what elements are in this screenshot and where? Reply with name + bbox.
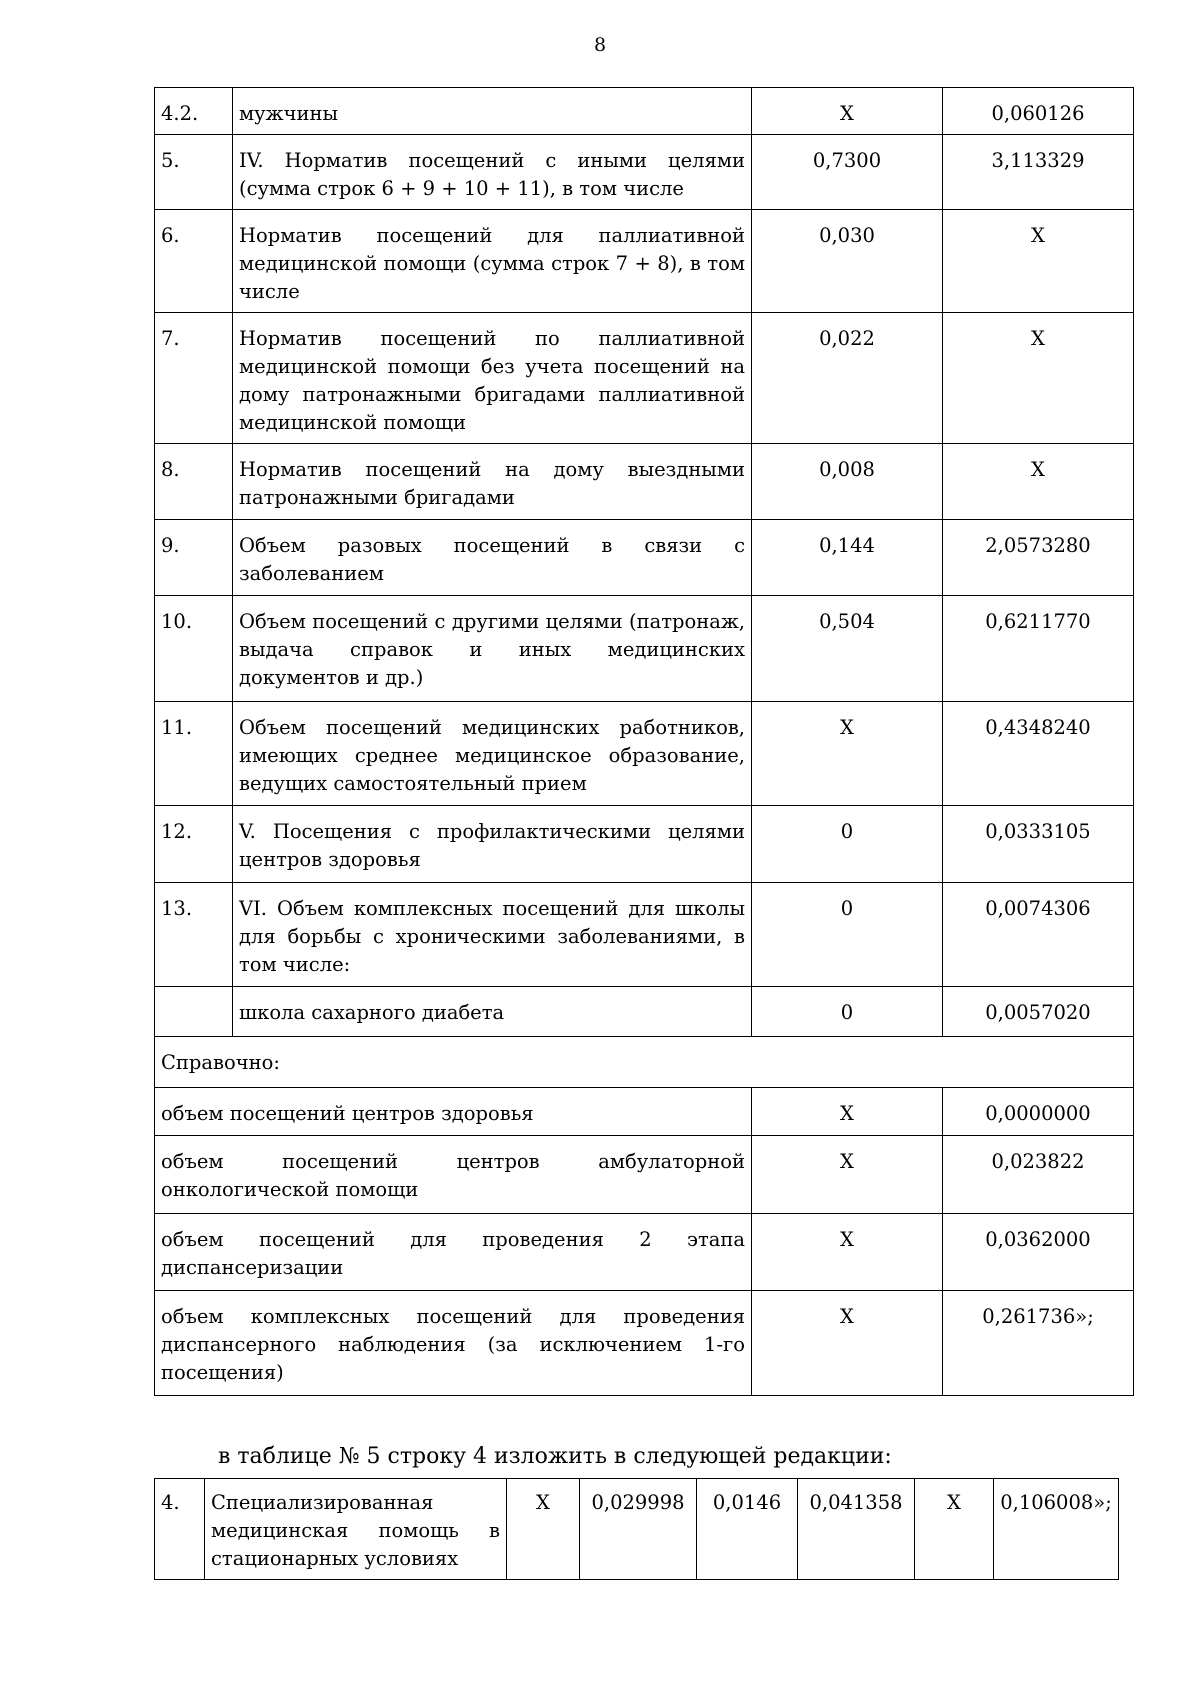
row-description: Специализированная медицинская помощь в стационарных условиях [205,1479,507,1580]
table-row [155,883,1134,987]
row-description: Норматив посещений на дому выездными патронажными бригадами [233,444,752,520]
reference-description: объем посещений центров амбулаторной онкологической помощи [155,1136,752,1214]
row-value-1: 0,008 [752,444,943,520]
row-number [155,987,233,1037]
row-value-1: 0,504 [752,596,943,702]
reference-value-2: 0,023822 [943,1136,1134,1214]
reference-header-row [155,1037,1134,1088]
reference-value-1: Х [752,1136,943,1214]
row-value-1: 0 [752,883,943,987]
row-value-2: 2,0573280 [943,520,1134,596]
row-description: V. Посещения с профилактическими целями центров здоровья [233,806,752,883]
row-value-1: 0,030 [752,210,943,313]
row-value-1: Х [752,702,943,806]
row-value-2: 0,0333105 [943,806,1134,883]
row-value-1: Х [507,1479,580,1580]
table-row [155,1479,1119,1580]
amendment-instruction: в таблице № 5 строку 4 изложить в следующей редакции: [218,1444,892,1469]
reference-value-2: 0,261736»; [943,1291,1134,1396]
row-value-1: 0 [752,987,943,1037]
row-value-2: 0,029998 [580,1479,697,1580]
reference-value-1: Х [752,1214,943,1291]
row-number: 5. [155,135,233,210]
row-value-2: 0,0057020 [943,987,1134,1037]
row-description: IV. Норматив посещений с иными целями (сумма строк 6 + 9 + 10 + 11), в том числе [233,135,752,210]
reference-value-1: Х [752,1088,943,1136]
row-number: 13. [155,883,233,987]
row-description: VI. Объем комплексных посещений для школы для борьбы с хроническими заболеваниями, в том числе: [233,883,752,987]
reference-description: объем комплексных посещений для проведения диспансерного наблюдения (за исключением 1-го посещения) [155,1291,752,1396]
row-value-3: 0,0146 [697,1479,798,1580]
row-number: 10. [155,596,233,702]
row-value-4: 0,041358 [798,1479,915,1580]
row-value-1: 0,7300 [752,135,943,210]
table5-body [155,1479,1119,1580]
row-number: 7. [155,313,233,444]
page-number: 8 [593,34,607,56]
reference-row [155,1214,1134,1291]
row-number: 4. [155,1479,205,1580]
row-value-2: Х [943,444,1134,520]
table-row [155,806,1134,883]
reference-value-1: Х [752,1291,943,1396]
reference-row [155,1291,1134,1396]
table5-row4 [154,1478,1119,1580]
table-row [155,520,1134,596]
row-value-1: 0,022 [752,313,943,444]
row-number: 4.2. [155,88,233,135]
row-description: мужчины [233,88,752,135]
row-description: Норматив посещений для паллиативной медицинской помощи (сумма строк 7 + 8), в том числе [233,210,752,313]
row-value-2: 3,113329 [943,135,1134,210]
row-value-1: 0,144 [752,520,943,596]
reference-label: Справочно: [155,1037,1134,1088]
row-value-2: 0,060126 [943,88,1134,135]
row-value-1: 0 [752,806,943,883]
row-number: 9. [155,520,233,596]
row-description: Объем посещений медицинских работников, имеющих среднее медицинское образование, ведущих самостоятельный прием [233,702,752,806]
table-row [155,702,1134,806]
row-value-5: Х [915,1479,994,1580]
row-description: Объем посещений с другими целями (патронаж, выдача справок и иных медицинских документов и др.) [233,596,752,702]
reference-row [155,1136,1134,1214]
table-row [155,88,1134,135]
row-number: 8. [155,444,233,520]
table-row [155,987,1134,1037]
row-value-2: 0,0074306 [943,883,1134,987]
table-row [155,313,1134,444]
row-value-2: 0,6211770 [943,596,1134,702]
table-row [155,210,1134,313]
table-row [155,135,1134,210]
row-value-6: 0,106008»; [994,1479,1119,1580]
row-number: 6. [155,210,233,313]
reference-value-2: 0,0000000 [943,1088,1134,1136]
row-value-2: Х [943,210,1134,313]
row-value-2: 0,4348240 [943,702,1134,806]
reference-description: объем посещений для проведения 2 этапа диспансеризации [155,1214,752,1291]
row-number: 12. [155,806,233,883]
row-number: 11. [155,702,233,806]
standards-table-body [155,88,1134,1396]
reference-description: объем посещений центров здоровья [155,1088,752,1136]
row-value-2: Х [943,313,1134,444]
standards-table [154,87,1134,1396]
row-description: Норматив посещений по паллиативной медицинской помощи без учета посещений на дому патронажными бригадами паллиативной медицинской помощи [233,313,752,444]
reference-value-2: 0,0362000 [943,1214,1134,1291]
table-row [155,444,1134,520]
row-value-1: Х [752,88,943,135]
reference-row [155,1088,1134,1136]
row-description: школа сахарного диабета [233,987,752,1037]
row-description: Объем разовых посещений в связи с заболеванием [233,520,752,596]
table-row [155,596,1134,702]
